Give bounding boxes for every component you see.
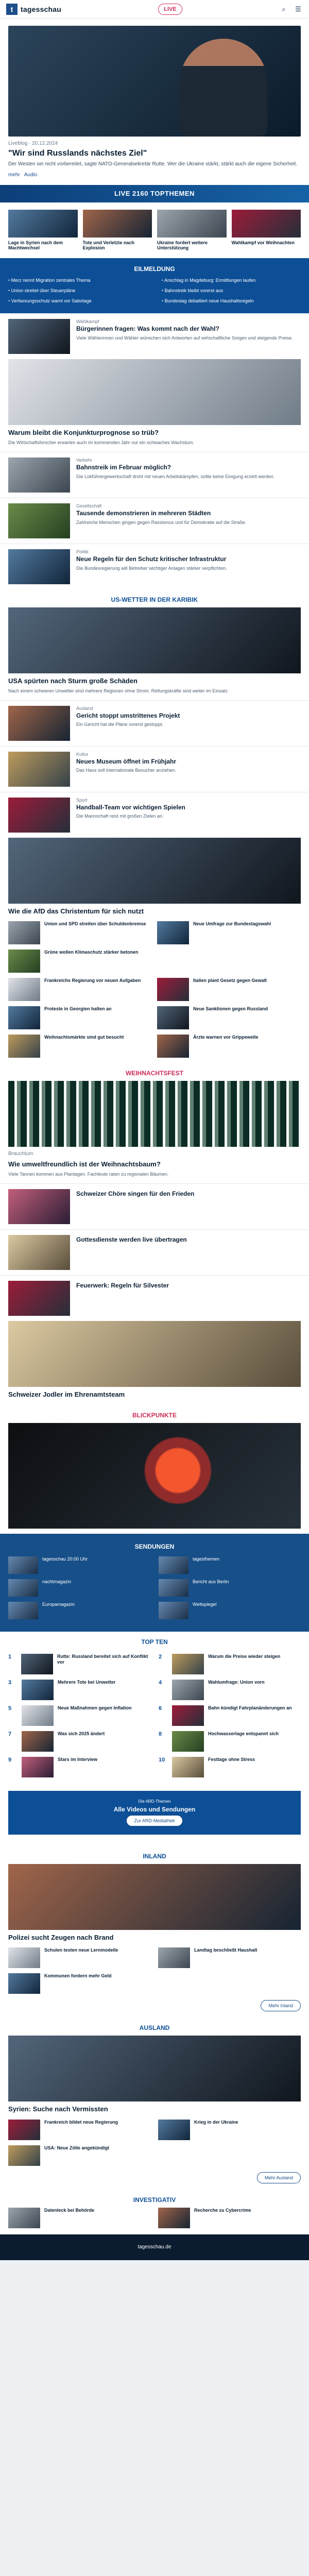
christmas-meta: Brauchtum — [8, 1151, 33, 1157]
top-ten-title-text[interactable]: Stars im Interview — [58, 1756, 98, 1762]
rank-number: 3 — [8, 1679, 12, 1686]
top-ten-image[interactable] — [21, 1654, 53, 1674]
breaking-news-item[interactable]: • Verfassungsschutz warnt vor Sabotage — [8, 298, 147, 304]
inland-title: INLAND — [143, 1852, 166, 1860]
christmas-title: WEIHNACHTSFEST — [126, 1070, 183, 1077]
top-ten-title-text[interactable]: Warum die Preise wieder steigen — [208, 1653, 281, 1659]
news-tile[interactable] — [157, 978, 301, 1001]
story-title[interactable]: Gericht stoppt umstrittenes Projekt — [76, 711, 180, 719]
story-title[interactable]: Gottesdienste werden live übertragen — [76, 1236, 187, 1244]
inland-feature-title[interactable]: Polizei sucht Zeugen nach Brand — [8, 1933, 114, 1941]
ausland-item-image[interactable] — [8, 2120, 40, 2140]
story-image[interactable] — [8, 706, 70, 741]
broadcast-title[interactable]: nachtmagazin — [42, 1579, 72, 1584]
rank-number: 9 — [8, 1756, 12, 1763]
us-weather-headline[interactable]: USA spürten nach Sturm große Schäden — [8, 677, 138, 685]
inland-item[interactable] — [158, 1947, 301, 1968]
top-ten-list — [0, 1650, 309, 1785]
ausland-item-title[interactable]: USA: Neue Zölle angekündigt — [44, 2145, 110, 2150]
broadcast-image[interactable] — [159, 1602, 188, 1619]
top-card-image[interactable] — [232, 210, 301, 238]
breaking-news-item[interactable]: • Bundestag debattiert neue Haushaltsregeln — [162, 298, 301, 304]
christmas-tree-image[interactable] — [8, 1081, 301, 1147]
breaking-news-item[interactable]: • Bahnstreik bleibt vorerst aus — [162, 288, 301, 294]
volunteer-feature[interactable] — [0, 1321, 309, 1405]
rank-number: 7 — [8, 1731, 12, 1737]
top-card-image[interactable] — [8, 210, 78, 238]
inland-item[interactable] — [8, 1947, 151, 1968]
ausland-title: AUSLAND — [139, 2024, 170, 2032]
breaking-news-list — [8, 278, 301, 304]
rank-number: 5 — [8, 1705, 12, 1711]
politics-feature[interactable] — [0, 838, 309, 922]
top-card-title[interactable]: Tote und Verletzte nach Explosion — [82, 240, 134, 251]
inland-image[interactable] — [8, 1864, 301, 1930]
ausland-image[interactable] — [8, 2036, 301, 2102]
story-title[interactable]: Feuerwerk: Regeln für Silvester — [76, 1282, 169, 1290]
inland-item-image[interactable] — [158, 1947, 190, 1968]
top-card-grid — [8, 210, 301, 251]
breaking-news-item[interactable]: • Merz nennt Migration zentrales Thema — [8, 278, 147, 284]
tile-image[interactable] — [157, 1006, 189, 1029]
story-description: Die Lokführergewerkschaft droht mit neuen Arbeitskämpfen, sollte keine Einigung erzielt werden. — [76, 473, 275, 479]
mid-story-row[interactable] — [0, 746, 309, 792]
top-card[interactable] — [8, 210, 78, 251]
broadcast-image[interactable] — [159, 1579, 188, 1597]
hero-teaser: Der Westen sei nicht vorbereitet, sagte NATO-Generalsekretär Rutte. Wer die Ukraine stärkt, stärkt auch die eigene Sicherheit. — [8, 161, 298, 167]
breaking-news-item[interactable]: • Union streitet über Steuerpläne — [8, 288, 147, 294]
top-card-image[interactable] — [83, 210, 152, 238]
menu-icon[interactable]: ☰ — [295, 5, 301, 13]
hero-image[interactable] — [8, 26, 301, 137]
mid-story-row[interactable] — [0, 700, 309, 746]
politics-feature-image[interactable] — [8, 838, 301, 904]
inland-item-image[interactable] — [8, 1973, 40, 1994]
top-ten-image[interactable] — [22, 1757, 54, 1777]
story-image[interactable] — [8, 503, 70, 538]
investigativ-list — [0, 2208, 309, 2234]
broadcasts-section — [0, 1534, 309, 1632]
top-card-image[interactable] — [157, 210, 227, 238]
tile-image[interactable] — [8, 921, 40, 944]
inland-item-image[interactable] — [8, 1947, 40, 1968]
search-icon[interactable]: ⌕ — [282, 5, 286, 13]
news-tile[interactable] — [8, 978, 152, 1001]
ausland-item-title[interactable]: Krieg in der Ukraine — [194, 2119, 238, 2125]
top-ten-item[interactable] — [8, 1705, 150, 1726]
christmas-description: Viele Tannen kommen aus Plantagen. Fachleute raten zu regionalen Bäumen. — [8, 1172, 169, 1177]
top-ten-item[interactable] — [8, 1757, 150, 1777]
site-footer — [0, 2234, 309, 2260]
top-ten-item[interactable] — [8, 1731, 150, 1752]
politics-tile[interactable] — [157, 921, 301, 944]
tile-image[interactable] — [157, 1035, 189, 1058]
broadcast-image[interactable] — [8, 1579, 38, 1597]
tile-title[interactable]: Grüne wollen Klimaschutz stärker betonen — [44, 950, 139, 955]
ausland-item[interactable] — [8, 2120, 151, 2140]
live-button[interactable]: LIVE — [158, 4, 182, 15]
top-ten-image[interactable] — [172, 1654, 204, 1674]
politics-feature-title[interactable]: Wie die AfD das Christentum für sich nutzt — [8, 907, 144, 915]
story-image[interactable] — [8, 319, 70, 354]
top-ten-item[interactable] — [159, 1757, 301, 1777]
tile-image[interactable] — [8, 1006, 40, 1029]
broadcast-item[interactable] — [8, 1579, 150, 1597]
hero-speaker-image — [180, 39, 267, 137]
investigativ-item-title[interactable]: Datenleck bei Behörde — [44, 2207, 95, 2213]
ausland-item-image[interactable] — [158, 2120, 190, 2140]
top-card[interactable] — [157, 210, 227, 251]
story-image[interactable] — [8, 1189, 70, 1224]
investigativ-title: INVESTIGATIV — [133, 2196, 176, 2204]
broadcast-image[interactable] — [8, 1556, 38, 1574]
top-ten-title-text[interactable]: Wahlumfrage: Union vorn — [208, 1679, 265, 1685]
broadcasts-title: SENDUNGEN — [134, 1543, 175, 1550]
story-image[interactable] — [8, 752, 70, 787]
story-image[interactable] — [8, 457, 70, 493]
top-card[interactable] — [232, 210, 301, 251]
header-actions — [279, 5, 303, 14]
breaking-news-title: EILMELDUNG — [134, 265, 175, 273]
top-ten-item[interactable] — [8, 1654, 150, 1674]
breaking-news-box — [0, 258, 309, 313]
inland-item[interactable] — [8, 1973, 151, 1994]
tile-title[interactable]: Weihnachtsmärkte sind gut besucht — [44, 1035, 124, 1040]
broadcast-item[interactable] — [159, 1579, 301, 1597]
us-weather-feature[interactable] — [0, 607, 309, 700]
story-description: Das Haus soll internationale Besucher anziehen. — [76, 768, 177, 773]
ausland-item-title[interactable]: Frankreich bildet neue Regierung — [44, 2119, 118, 2125]
inland-feature[interactable] — [0, 1864, 309, 1948]
logo-icon: t — [6, 4, 18, 15]
rank-number: 6 — [159, 1705, 162, 1711]
story-title[interactable]: Tausende demonstrieren in mehreren Städten — [76, 510, 211, 517]
top-card-title[interactable]: Lage in Syrien nach dem Machtwechsel — [8, 240, 63, 251]
ausland-more-row — [0, 2172, 309, 2190]
feature-image[interactable] — [8, 359, 301, 425]
top-ten-title-text[interactable]: Festtage ohne Stress — [208, 1756, 255, 1762]
inland-more-button[interactable]: Mehr Inland — [261, 2000, 301, 2011]
highlights-title: BLICKPUNKTE — [132, 1411, 177, 1419]
brand[interactable] — [6, 4, 61, 15]
us-weather-description: Nach einem schweren Unwetter sind mehrere Regionen ohne Strom. Rettungskräfte sind weiter im Einsatz. — [8, 688, 229, 693]
story-feature[interactable] — [0, 359, 309, 452]
story-row[interactable] — [0, 313, 309, 359]
story-title[interactable]: Handball-Team vor wichtigen Spielen — [76, 803, 185, 811]
broadcast-item[interactable] — [8, 1602, 150, 1619]
ausland-list — [0, 2120, 309, 2172]
dragon-highlight-image[interactable] — [8, 1423, 301, 1529]
story-kicker: Kultur — [76, 751, 89, 757]
story-kicker: Politik — [76, 549, 89, 555]
top-ten-image[interactable] — [172, 1680, 204, 1700]
feature-title[interactable]: Warum bleibt die Konjunkturprognose so trüb? — [8, 429, 159, 437]
tile-title[interactable]: Frankreichs Regierung vor neuen Aufgaben — [44, 978, 141, 984]
investigativ-item-title[interactable]: Recherche zu Cybercrime — [194, 2207, 251, 2213]
broadcast-title[interactable]: tagesthemen — [193, 1556, 220, 1562]
culture-story[interactable] — [0, 1229, 309, 1275]
hero-audio-link[interactable]: Audio — [24, 172, 38, 178]
broadcast-image[interactable] — [159, 1556, 188, 1574]
broadcast-image[interactable] — [8, 1602, 38, 1619]
hero-story[interactable] — [0, 19, 309, 185]
broadcast-title[interactable]: tagesschau 20:00 Uhr — [42, 1556, 88, 1562]
culture-story[interactable] — [0, 1183, 309, 1229]
mediathek-title: Alle Videos und Sendungen — [113, 1805, 196, 1813]
story-kicker: Verkehr — [76, 457, 93, 463]
story-description: Zahlreiche Menschen gingen gegen Rassismus und für Demokratie auf die Straße. — [76, 519, 247, 525]
tile-title[interactable]: Neue Umfrage zur Bundestagswahl — [193, 921, 271, 927]
top-ten-title-text[interactable]: Was sich 2025 ändert — [58, 1731, 105, 1736]
story-kicker: Wahlkampf — [76, 319, 99, 325]
story-kicker: Sport — [76, 797, 88, 803]
volunteer-image[interactable] — [8, 1321, 301, 1387]
top-cards — [0, 202, 309, 259]
top-ten-item[interactable] — [159, 1654, 301, 1674]
ausland-item[interactable] — [8, 2145, 151, 2166]
rank-number: 4 — [159, 1679, 162, 1686]
top-ten-title-text[interactable]: Hochwasserlage entspannt sich — [208, 1731, 279, 1736]
broadcast-title[interactable]: Bericht aus Berlin — [193, 1579, 229, 1584]
investigativ-item-image[interactable] — [8, 2208, 40, 2228]
top-ten-title-text[interactable]: Bahn kündigt Fahrplanänderungen an — [208, 1705, 292, 1710]
christmas-headline[interactable]: Wie umweltfreundlich ist der Weihnachtsbaum? — [8, 1160, 161, 1168]
inland-item-title[interactable]: Schulen testen neue Lernmodelle — [44, 1947, 118, 1953]
tile-image[interactable] — [8, 978, 40, 1001]
inland-item-title[interactable]: Kommunen fordern mehr Geld — [44, 1973, 112, 1979]
rank-number: 10 — [159, 1756, 165, 1763]
footer-brand[interactable]: tagesschau.de — [138, 2244, 171, 2250]
mid-story-row[interactable] — [0, 792, 309, 838]
mediathek-button[interactable]: Zur ARD-Mediathek — [126, 1815, 182, 1826]
feature-description: Die Wirtschaftsforscher erwarten auch im kommenden Jahr nur ein schwaches Wachstum. — [8, 439, 194, 445]
story-description: Viele Wählerinnen und Wähler wünschen sich Antworten auf wirtschaftliche Sorgen und steigende Preise. — [76, 335, 293, 341]
top-ten-item[interactable] — [159, 1731, 301, 1752]
tile-title[interactable]: Neue Sanktionen gegen Russland — [193, 1006, 268, 1012]
live-topics-band — [0, 185, 309, 202]
news-tile[interactable] — [157, 1035, 301, 1058]
story-title[interactable]: Bahnstreik im Februar möglich? — [76, 464, 171, 471]
ard-mediathek-box — [8, 1791, 301, 1835]
story-image[interactable] — [8, 798, 70, 833]
live-topics-title: LIVE 2160 TOPTHEMEN — [114, 190, 195, 198]
top-ten-image[interactable] — [22, 1680, 54, 1700]
investigativ-item[interactable] — [8, 2208, 151, 2228]
story-description: Die Mannschaft reist mit großen Zielen an. — [76, 814, 164, 819]
news-tile[interactable] — [8, 1006, 152, 1029]
top-ten-item[interactable] — [8, 1680, 150, 1700]
us-weather-title: US-WETTER IN DER KARIBIK — [111, 596, 198, 604]
story-kicker: Gesellschaft — [76, 503, 102, 509]
top-ten-title-text[interactable]: Mehrere Tote bei Unwetter — [58, 1679, 116, 1685]
site-header — [0, 0, 309, 19]
story-title[interactable]: Neue Regeln für den Schutz kritischer Infrastruktur — [76, 555, 227, 563]
tile-image[interactable] — [8, 1035, 40, 1058]
top-card-title[interactable]: Ukraine fordert weitere Unterstützung — [157, 240, 208, 251]
top-card-title[interactable]: Wahlkampf vor Weihnachten — [231, 240, 295, 245]
ausland-more-button[interactable]: Mehr Ausland — [257, 2172, 301, 2183]
broadcast-title[interactable]: Europamagazin — [42, 1601, 75, 1607]
culture-story[interactable] — [0, 1275, 309, 1321]
broadcast-title[interactable]: Weltspiegel — [193, 1601, 217, 1607]
tile-image[interactable] — [8, 950, 40, 973]
news-tile[interactable] — [157, 1006, 301, 1029]
hero-more-link[interactable]: mehr — [8, 172, 20, 178]
broadcasts-grid — [8, 1556, 301, 1619]
investigativ-item-image[interactable] — [158, 2208, 190, 2228]
top-ten-title: TOP TEN — [141, 1638, 168, 1646]
broadcast-item[interactable] — [8, 1556, 150, 1574]
story-image[interactable] — [8, 549, 70, 584]
top-ten-item[interactable] — [159, 1705, 301, 1726]
ausland-feature-title[interactable]: Syrien: Suche nach Vermissten — [8, 2105, 108, 2113]
top-ten-title-text[interactable]: Rutte: Russland bereitet sich auf Konflikt vor — [57, 1653, 148, 1665]
top-ten-item[interactable] — [159, 1680, 301, 1700]
hero-headline[interactable]: "Wir sind Russlands nächstes Ziel" — [8, 149, 147, 158]
story-title[interactable]: Neues Museum öffnet im Frühjahr — [76, 757, 177, 765]
top-ten-image[interactable] — [172, 1731, 204, 1752]
story-row[interactable] — [0, 544, 309, 589]
rank-number: 1 — [8, 1653, 12, 1660]
ausland-feature[interactable] — [0, 2036, 309, 2120]
politics-tile[interactable] — [8, 921, 152, 944]
tile-image[interactable] — [157, 978, 189, 1001]
mediathek-kicker: Die ARD-Themen — [138, 1799, 171, 1804]
tile-title[interactable]: Italien plant Gesetz gegen Gewalt — [193, 978, 267, 984]
top-card[interactable] — [83, 210, 152, 251]
story-title[interactable]: Schweizer Chöre singen für den Frieden — [76, 1190, 195, 1198]
top-ten-image[interactable] — [22, 1705, 54, 1726]
story-row[interactable] — [0, 498, 309, 544]
story-title[interactable]: Bürgerinnen fragen: Was kommt nach der Wahl? — [76, 325, 219, 333]
broadcast-item[interactable] — [159, 1556, 301, 1574]
ausland-item-image[interactable] — [8, 2145, 40, 2166]
news-tile[interactable] — [8, 1035, 152, 1058]
section-gap — [0, 1529, 309, 1534]
rank-number: 8 — [159, 1731, 162, 1737]
inland-item-title[interactable]: Landtag beschließt Haushalt — [194, 1947, 258, 1953]
story-row[interactable] — [0, 452, 309, 498]
breaking-news-item[interactable]: • Anschlag in Magdeburg: Ermittlungen laufen — [162, 278, 301, 284]
tile-image[interactable] — [157, 921, 189, 944]
brand-name: tagesschau — [21, 5, 62, 13]
top-ten-image[interactable] — [172, 1705, 204, 1726]
hero-meta: Liveblog · 20.12.2024 — [8, 141, 58, 146]
christmas-feature[interactable] — [0, 1081, 309, 1183]
volunteer-title[interactable]: Schweizer Jodler im Ehrenamtsteam — [8, 1391, 125, 1399]
tile-title[interactable]: Union und SPD streiten über Schuldenbremse — [44, 921, 146, 927]
inland-list — [0, 1947, 309, 2000]
broadcast-item[interactable] — [159, 1602, 301, 1619]
politics-tile[interactable] — [8, 950, 152, 973]
tile-title[interactable]: Proteste in Georgien halten an — [44, 1006, 112, 1012]
politics-tiles — [0, 921, 309, 978]
rank-number: 2 — [159, 1653, 162, 1660]
top-ten-image[interactable] — [172, 1757, 204, 1777]
ausland-item[interactable] — [158, 2120, 301, 2140]
hero-links — [8, 172, 301, 178]
story-image[interactable] — [8, 1235, 70, 1270]
tile-title[interactable]: Ärzte warnen vor Grippewelle — [193, 1035, 259, 1040]
story-image[interactable] — [8, 1281, 70, 1316]
story-description: Die Bundesregierung will Betreiber wichtiger Anlagen stärker verpflichten. — [76, 565, 227, 571]
investigativ-item[interactable] — [158, 2208, 301, 2228]
news-tiles — [0, 978, 309, 1063]
story-kicker: Ausland — [76, 705, 93, 711]
story-description: Ein Gericht hat die Pläne vorerst gestoppt. — [76, 722, 164, 727]
inland-more-row — [0, 2000, 309, 2018]
us-weather-image[interactable] — [8, 607, 301, 673]
top-ten-image[interactable] — [22, 1731, 54, 1752]
top-ten-title-text[interactable]: Neue Maßnahmen gegen Inflation — [58, 1705, 132, 1710]
